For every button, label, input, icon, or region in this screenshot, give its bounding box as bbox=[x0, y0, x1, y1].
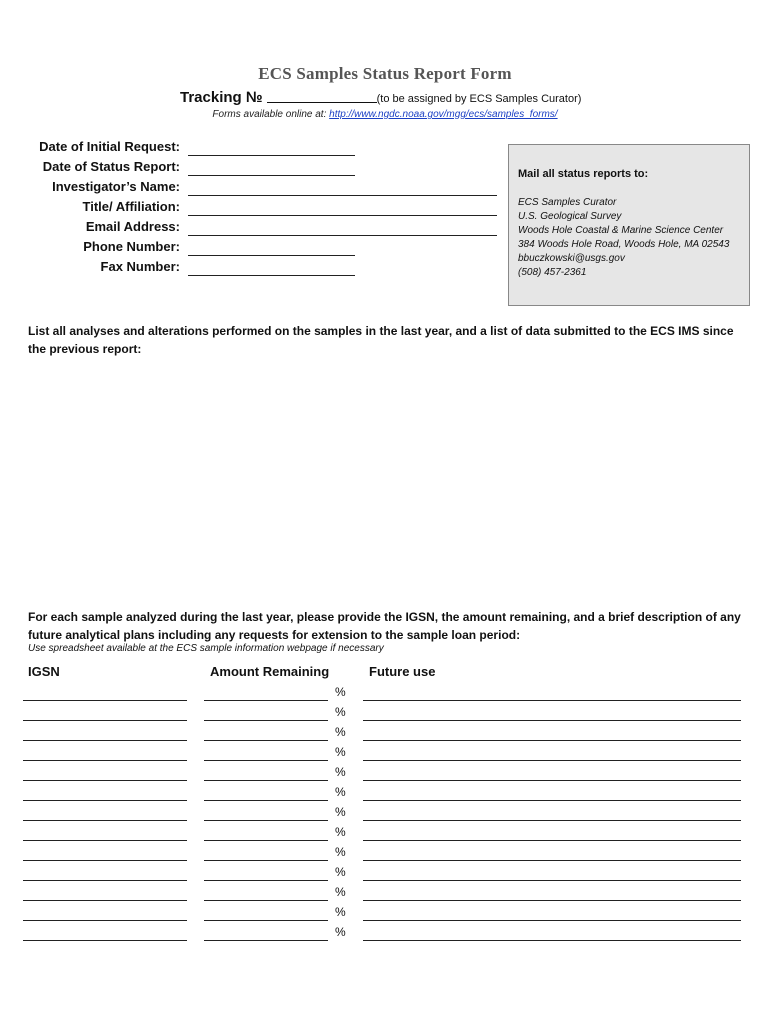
amount-input-line[interactable] bbox=[204, 800, 328, 801]
igsn-input-line[interactable] bbox=[23, 740, 187, 741]
amount-input-line[interactable] bbox=[204, 920, 328, 921]
analyses-instructions: List all analyses and alterations performed on the samples in the last year, and a list of data submitted to the ECS IMS since the previous report: bbox=[28, 324, 734, 356]
forms-link[interactable]: http://www.ngdc.noaa.gov/mgg/ecs/samples_forms/ bbox=[329, 109, 558, 120]
future-use-input-line[interactable] bbox=[363, 820, 741, 821]
igsn-input-line[interactable] bbox=[23, 940, 187, 941]
amount-input-line[interactable] bbox=[204, 860, 328, 861]
mail-line-address: 384 Woods Hole Road, Woods Hole, MA 02543 bbox=[518, 239, 730, 250]
field-input-line[interactable] bbox=[188, 155, 355, 156]
percent-sign: % bbox=[335, 805, 346, 819]
spreadsheet-note: Use spreadsheet available at the ECS sample information webpage if necessary bbox=[28, 643, 384, 654]
igsn-input-line[interactable] bbox=[23, 900, 187, 901]
field-label: Date of Initial Request: bbox=[39, 139, 180, 154]
percent-sign: % bbox=[335, 925, 346, 939]
future-use-input-line[interactable] bbox=[363, 840, 741, 841]
field-input-line[interactable] bbox=[188, 215, 497, 216]
igsn-input-line[interactable] bbox=[23, 840, 187, 841]
field-label: Date of Status Report: bbox=[42, 159, 180, 174]
samples-instructions: For each sample analyzed during the last year, please provide the IGSN, the amount remaining, and a brief description of any future analytical plans including any requests for extension to the sample loan period: bbox=[28, 610, 741, 642]
tracking-label: Tracking № bbox=[180, 89, 263, 106]
tracking-note: (to be assigned by ECS Samples Curator) bbox=[376, 93, 582, 105]
percent-sign: % bbox=[335, 785, 346, 799]
percent-sign: % bbox=[335, 765, 346, 779]
mail-heading: Mail all status reports to: bbox=[518, 168, 649, 180]
percent-sign: % bbox=[335, 745, 346, 759]
future-use-input-line[interactable] bbox=[363, 780, 741, 781]
tracking-number bbox=[180, 88, 581, 106]
future-use-input-line[interactable] bbox=[363, 760, 741, 761]
igsn-input-line[interactable] bbox=[23, 860, 187, 861]
field-input-line[interactable] bbox=[188, 255, 355, 256]
mail-line-phone: (508) 457-2361 bbox=[518, 267, 587, 278]
field-label: Title/ Affiliation: bbox=[82, 199, 180, 214]
percent-sign: % bbox=[335, 705, 346, 719]
field-label: Email Address: bbox=[85, 219, 180, 234]
igsn-input-line[interactable] bbox=[23, 800, 187, 801]
future-use-input-line[interactable] bbox=[363, 700, 741, 701]
field-input-line[interactable] bbox=[188, 175, 355, 176]
igsn-column-header: IGSN bbox=[28, 664, 60, 679]
igsn-input-line[interactable] bbox=[23, 700, 187, 701]
field-input-line[interactable] bbox=[188, 195, 497, 196]
amount-input-line[interactable] bbox=[204, 760, 328, 761]
future-use-input-line[interactable] bbox=[363, 740, 741, 741]
amount-input-line[interactable] bbox=[204, 780, 328, 781]
percent-sign: % bbox=[335, 825, 346, 839]
percent-sign: % bbox=[335, 685, 346, 699]
future-use-input-line[interactable] bbox=[363, 860, 741, 861]
tracking-blank[interactable] bbox=[267, 88, 377, 103]
mail-line-center: Woods Hole Coastal & Marine Science Center bbox=[518, 225, 724, 236]
amount-input-line[interactable] bbox=[204, 880, 328, 881]
amount-column-header: Amount Remaining bbox=[210, 664, 330, 679]
field-label: Phone Number: bbox=[83, 239, 180, 254]
field-label: Investigator’s Name: bbox=[52, 179, 180, 194]
future-use-input-line[interactable] bbox=[363, 800, 741, 801]
future-use-input-line[interactable] bbox=[363, 720, 741, 721]
amount-input-line[interactable] bbox=[204, 820, 328, 821]
field-label: Fax Number: bbox=[100, 259, 180, 274]
amount-input-line[interactable] bbox=[204, 700, 328, 701]
online-prefix: Forms available online at: bbox=[212, 109, 330, 120]
percent-sign: % bbox=[335, 865, 346, 879]
amount-input-line[interactable] bbox=[204, 720, 328, 721]
igsn-input-line[interactable] bbox=[23, 780, 187, 781]
amount-input-line[interactable] bbox=[204, 940, 328, 941]
igsn-input-line[interactable] bbox=[23, 880, 187, 881]
future-use-input-line[interactable] bbox=[363, 920, 741, 921]
igsn-input-line[interactable] bbox=[23, 760, 187, 761]
form-title: ECS Samples Status Report Form bbox=[258, 64, 512, 83]
mail-line-curator: ECS Samples Curator bbox=[518, 197, 617, 208]
mail-line-email: bbuczkowski@usgs.gov bbox=[518, 253, 625, 264]
field-input-line[interactable] bbox=[188, 235, 497, 236]
field-input-line[interactable] bbox=[188, 275, 355, 276]
amount-input-line[interactable] bbox=[204, 740, 328, 741]
amount-input-line[interactable] bbox=[204, 900, 328, 901]
percent-sign: % bbox=[335, 905, 346, 919]
future-use-column-header: Future use bbox=[369, 664, 436, 679]
amount-input-line[interactable] bbox=[204, 840, 328, 841]
percent-sign: % bbox=[335, 725, 346, 739]
igsn-input-line[interactable] bbox=[23, 720, 187, 721]
future-use-input-line[interactable] bbox=[363, 940, 741, 941]
igsn-input-line[interactable] bbox=[23, 920, 187, 921]
future-use-input-line[interactable] bbox=[363, 880, 741, 881]
igsn-input-line[interactable] bbox=[23, 820, 187, 821]
percent-sign: % bbox=[335, 845, 346, 859]
forms-online-notice bbox=[0, 109, 770, 120]
future-use-input-line[interactable] bbox=[363, 900, 741, 901]
mail-line-agency: U.S. Geological Survey bbox=[518, 211, 622, 222]
percent-sign: % bbox=[335, 885, 346, 899]
